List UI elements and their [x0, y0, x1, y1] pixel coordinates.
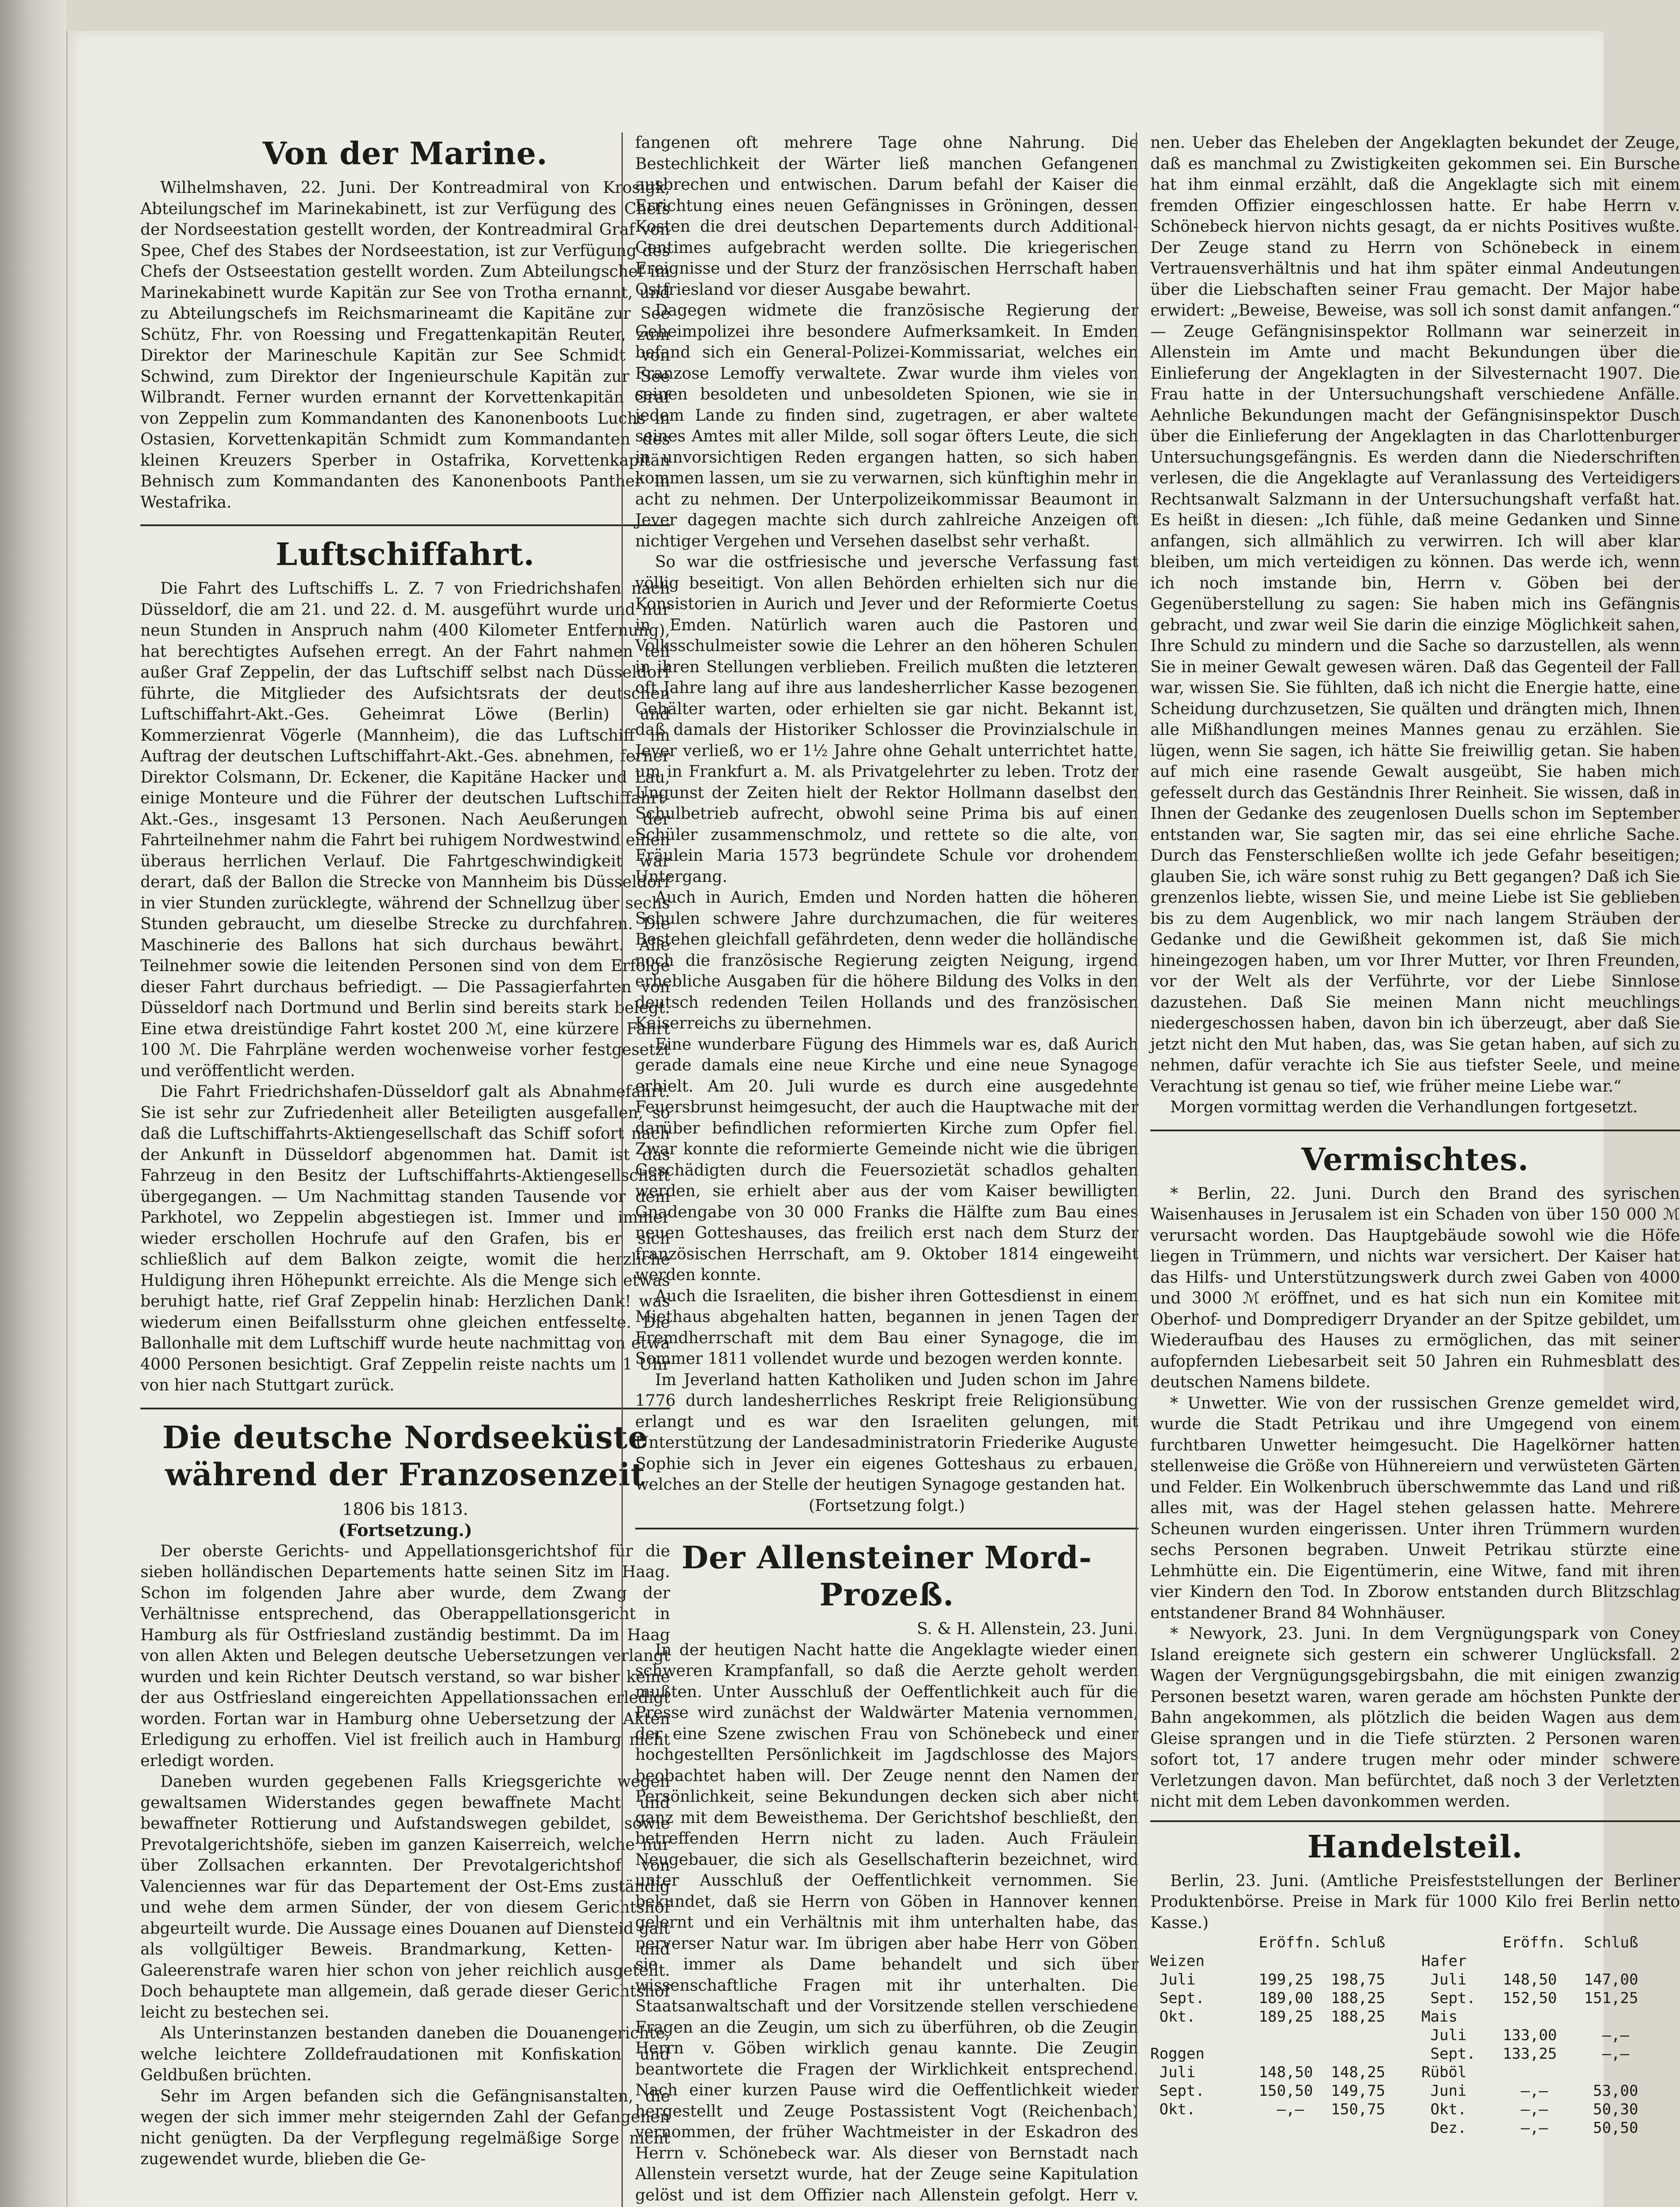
- column-3: [1136, 132, 1680, 2137]
- mordprozess-dateline: S. & H. Allenstein, 23. Juni.: [917, 1620, 1138, 1638]
- article-nordsee-p4: Sehr im Argen befanden sich die Gefängnisanstalten, die wegen der sich immer mehr steigernden Zahl der Gefangenen nicht genügten. Da der Verpflegung regelmäßige Sorge nicht zugewendet wurde, blieben die Ge-: [140, 2087, 670, 2168]
- heading-marine: Von der Marine.: [263, 135, 548, 172]
- column-2: [622, 132, 1138, 2207]
- divider: [635, 1528, 1138, 1529]
- article-vermischtes-unwetter: * Unwetter. Wie von der russischen Grenze gemeldet wird, wurde die Stadt Petrikau und ihre Umgegend von einem furchtbaren Unwetter heimgesucht. Die Hagelkörner hatten stellenweise die Größe von Hühnereiern und verwüsteten Gärten und Felder. Ein Wolkenbruch überschwemmte das Land und riß alles mit, was der Hagel stehen gelassen hatte. Mehrere Scheunen wurden eingerissen. Unter ihren Trümmern wurden sechs Personen begraben. Unweit Petrikau stürzte eine Lehmhütte ein. Die Eigentümerin, eine Witwe, fand mit ihren vier Kindern den Tod. In Zborow entstanden durch Blitzschlag entstandener Brand 84 Wohnhäuser.: [1150, 1394, 1680, 1622]
- heading-mordprozess: Der Allensteiner Mord-Prozeß.: [681, 1539, 1092, 1613]
- divider: [1150, 1130, 1680, 1131]
- handelsteil-intro: Berlin, 23. Juni. (Amtliche Preisfeststellungen der Berliner Produktenbörse. Preise in Mark für 1000 Kilo frei Berlin netto Kasse.): [1150, 1872, 1680, 1932]
- article-vermischtes-berlin: * Berlin, 22. Juni. Durch den Brand des syrischen Waisenhauses in Jerusalem ist ein Schaden von über 150 000 ℳ verursacht worden. Das Hauptgebäude sowohl wie die Höfe liegen in Trümmern, und nichts war versichert. Der Kaiser hat das Hilfs- und Unterstützungswerk durch zwei Gaben von 4000 und 3000 ℳ eröffnet, und es hat sich nun ein Komitee mit Oberhof- und Dompredigerr Dryander an der Spitze gebildet, um Wiederaufbau des Hauses zu ermöglichen, das mit seiner aufopfernden Liebesarbeit seit 50 Jahren ein Ruhmesblatt des deutschen Namens bildete.: [1150, 1184, 1680, 1391]
- article-nordsee-p8: Auch in Aurich, Emden und Norden hatten die höheren Schulen schwere Jahre durchzumachen, die für weiteres Bestehen gleichfall gefährdeten, denn weder die holländische noch die französische Regierung zeigten Neigung, irgend erhebliche Ausgaben für die höhere Bildung des Volks in den deutsch redenden Teilen Hollands und des französischen Kaiserreichs zu übernehmen.: [635, 889, 1138, 1032]
- article-mordprozess-p2: nen. Ueber das Eheleben der Angeklagten bekundet der Zeuge, daß es manchmal zu Zwistigkeiten gekommen sei. Ein Bursche hat ihm einmal erzählt, daß die Angeklagte sich mit einem fremden Offizier eingeschlossen hatte. Er habe Herrn v. Schönebeck hiervon nichts gesagt, da er nichts Positives wußte. Der Zeuge stand zu Herrn von Schönebeck in einem Vertrauensverhältnis und hat ihm später einmal Andeutungen über die Liebschaften seiner Frau gemacht. Der Major habe erwidert: „Beweise, Beweise, was soll ich sonst damit anfangen.“ — Zeuge Gefängnisinspektor Rollmann war seinerzeit in Allenstein im Amte und macht Bekundungen über die Einlieferung der Angeklagten in der Silvesternacht 1907. Die Frau hatte in der Untersuchungshaft verschiedene Anfälle. Aehnliche Bekundungen macht der Gefängnisinspektor Dusch über die Einlieferung der Angeklagten in das Charlottenburger Untersuchungsgefängnis. Es werden dann die Niederschriften verlesen, die die Angeklagte auf Veranlassung des Verteidigers Rechtsanwalt Salzmann in der Untersuchungshaft verfaßt hat. Es heißt in diesen: „Ich fühle, daß meine Gedanken und Sinne anfangen, sich allmählich zu verwirren. Ich will aber klar bleiben, um mich verteidigen zu können. Das werde ich, wenn ich noch imstande bin, Herrn v. Göben bei der Gegenüberstellung zu sagen: Sie haben mich ins Gefängnis gebracht, und zwar weil Sie darin die einzige Möglichkeit sahen, Ihre Schuld zu mindern und die Sache so darzustellen, als wenn Sie in meiner Gewalt gewesen wären. Daß das Gegenteil der Fall war, wissen Sie. Sie fühlten, daß ich nicht die Energie hatte, eine Scheidung durchzusetzen, Sie quälten und drängten mich, Ihnen alle Mißhandlungen meines Mannes genau zu erzählen. Sie lügen, wenn Sie sagen, ich hätte Sie freiwillig getan. Sie haben auf mich eine rasende Gewalt ausgeübt, Sie haben mich gefesselt durch das Geständnis Ihrer Reinheit. Sie wissen, daß in Ihnen der Gedanke des zeugenlosen Duells schon im September entstanden war, Sie sagten mir, das sei eine ehrliche Sache. Durch das Fensterschließen wollte ich jede Gefahr beseitigen; glauben Sie, ich wäre sonst ruhig zu Bett gegangen? Daß ich Sie grenzenlos liebte, wissen Sie, und meine Liebe ist Sie geblieben bis zu dem Augenblick, wo mir nach langem Sträuben der Gedanke und die Gewißheit gekommen ist, daß Sie mich hineingezogen haben, um vor Ihrer Mutter, vor Ihren Freunden, vor der Welt als der Verführte, vor der Liebe Sinnlose dazustehen. Daß Sie meinen Mann nicht meuchlings niedergeschossen haben, davon bin ich überzeugt, aber daß Sie jetzt nicht den Mut haben, das, was Sie getan haben, auf sich zu nehmen, dafür verachte ich Sie aus tiefster Seele, und meine Verachtung ist genau so tief, wie früher meine Liebe war.“: [1150, 134, 1680, 1096]
- heading-nordsee-1: Die deutsche Nordseeküste: [162, 1419, 648, 1456]
- article-luftschiff-p2: Die Fahrt Friedrichshafen-Düsseldorf galt als Abnahmefahrt. Sie ist sehr zur Zufriedenheit aller Beteiligten ausgefallen, so daß die Luftschiffahrts-Aktiengesellschaft das Schiff sofort nach der Ankunft in Düsseldorf abgenommen hat. Damit ist das Fahrzeug in den Besitz der Luftschiffahrts-Aktiengesellschaft übergegangen. — Um Nachmittag standen Tausende vor dem Parkhotel, wo Zeppelin abgestiegen ist. Immer und immer wieder erschollen Hochrufe auf den Grafen, bis er sich schließlich auf dem Balkon zeigte, womit die herzliche Huldigung ihren Höhepunkt erreichte. Als die Menge sich etwas beruhigt hatte, rief Graf Zeppelin hinab: Herzlichen Dank! was wiederum einen Beifallssturm ohne gleichen entfesselte. Die Ballonhalle mit dem Luftschiff wurde heute nachmittag von etwa 4000 Personen besichtigt. Graf Zeppelin reiste nachts um 1 Uhr von hier nach Stuttgart zurück.: [140, 1083, 670, 1394]
- article-mordprozess-p3: Morgen vormittag werden die Verhandlungen fortgesetzt.: [1170, 1098, 1638, 1116]
- book-spine: [0, 0, 66, 2207]
- heading-nordsee-2: während der Franzosenzeit: [165, 1456, 645, 1493]
- heading-vermischtes: Vermischtes.: [1301, 1141, 1529, 1178]
- market-price-table: Eröffn. Schluß Eröffn. Schluß Weizen Hafer Juli 199,25 198,75 Juli 148,50 147,00 Sept. 189,00 188,25 Sept. 152,50 151,25 Okt. 189,25 188,25 Mais Juli 133,00 —,— Roggen Sept. 133,25 —,— Juli 148,50 148,25 Rüböl Sept. 150,50 149,75 Juni —,— 53,00 Okt. —,— 150,75 Okt. —,— 50,30 Dez. —,— 50,50: [1150, 1934, 1639, 2137]
- article-nordsee-p5: fangenen oft mehrere Tage ohne Nahrung. Die Bestechlichkeit der Wärter ließ manchen Gefangenen ausbrechen und entwischen. Darum befahl der Kaiser die Errichtung eines neuen Gefängnisses in Gröningen, dessen Kosten die drei deutschen Departements durch Additional-Centimes aufgebracht werden sollte. Die kriegerischen Ereignisse und der Sturz der französischen Herrschaft haben Ostfriesland vor dieser Ausgabe bewahrt.: [635, 134, 1138, 299]
- article-nordsee-p2: Daneben wurden gegebenen Falls Kriegsgerichte wegen gewaltsamen Widerstandes gegen bewaffnete Macht und bewaffneter Rottierung und Aufstandswegen gebildet, sowie Prevotalgerichtshöfe, sieben im ganzen Kaiserreich, welche nur über Zollsachen erkannten. Der Prevotalgerichtshof von Valenciennes war für das Departement der Ost-Ems zuständig und wehe dem armen Sünder, der von diesem Gerichtshof abgeurteilt wurde. Die Aussage eines Douanen auf Diensteid galt als vollgültiger Beweis. Brandmarkung, Ketten- und Galeerenstrafe waren hier schon von jeher reichlich ausgeteilt. Doch behauptete man allgemein, daß gerade dieser Gerichtshof leicht zu bestechen sei.: [140, 1773, 670, 2022]
- article-nordsee-p3: Als Unterinstanzen bestanden daneben die Douanengerichte, welche leichtere Zolldefraudationen mit Konfiskation und Geldbußen brüchten.: [140, 2024, 670, 2084]
- article-mordprozess-p1: In der heutigen Nacht hatte die Angeklagte wieder einen schweren Krampfanfall, so daß die Aerzte geholt werden mußten. Unter Ausschluß der Oeffentlichkeit auch für die Presse wird zunächst der Waldwärter Matenia vernommen, der eine Szene zwischen Frau von Schönebeck und einer hochgestellten Persönlichkeit im Jagdschlosse des Majors beobachtet haben will. Der Zeuge nennt den Namen der Persönlichkeit, seine Bekundungen decken sich aber nicht ganz mit dem Beweisthema. Der Gerichtshof beschließt, den betreffenden Herrn nicht zu laden. Auch Fräulein Neugebauer, die sich als Gesellschafterin bezeichnet, wird unter Ausschluß der Oeffentlichkeit vernommen. Sie bekundet, daß sie Herrn von Göben in Hannover kennen gelernt und ein Verhältnis mit ihm unterhalten habe, das perverser Natur war. Im übrigen aber habe Herr von Göben sie immer als Dame behandelt und sich über wissenschaftliche Fragen mit ihr unterhalten. Die Staatsanwaltschaft und der Vorsitzende stellen verschiedene Fragen an die Zeugin, um sich zu überführen, ob die Zeugin Herrn v. Göben wirklich genau kannte. Die Zeugin beantwortete die Fragen der Wirklichkeit entsprechend. Nach einer kurzen Pause wird die Oeffentlichkeit wieder hergestellt und Zeuge Postassistent Vogt (Reichenbach) vernommen, der früher Wachtmeister in der Eskadron des Herrn v. Schönebeck war. Als dieser von Bernstadt nach Allenstein versetzt wurde, hat der Zeuge seine Kapitulation gelöst und ist dem Offizier nach Allenstein gefolgt. Herr v.: [635, 1641, 1138, 2204]
- nordsee-years: 1806 bis 1813.: [342, 1499, 468, 1519]
- article-nordsee-p7: So war die ostfriesische und jeversche Verfassung fast völlig beseitigt. Von allen Behörden erhielten sich nur die Konsistorien in Aurich und Jever und der Reformierte Coetus in Emden. Natürlich waren auch die Pastoren und Volksschulmeister sowie die Lehrer an den höheren Schulen in ihren Stellungen verblieben. Freilich mußten die letzteren oft Jahre lang auf ihre aus landesherrlicher Kasse bezogenen Gehälter warten, oder erhielten sie gar nicht. Bekannt ist, daß damals der Historiker Schlosser die Provinzialschule in Jever verließ, wo er 1½ Jahre ohne Gehalt unterrichtet hatte, um in Frankfurt a. M. als Privatgelehrter zu leben. Trotz der Ungunst der Zeiten hielt der Rektor Hollmann daselbst den Schulbetrieb aufrecht, obwohl seine Prima bis auf einen Schüler zusammenschmolz, und rettete so die alte, von Fräulein Maria 1573 begründete Schule vor drohendem Untergang.: [635, 553, 1138, 886]
- article-nordsee-p6: Dagegen widmete die französische Regierung der Geheimpolizei ihre besondere Aufmerksamkeit. In Emden befand sich ein General-Polizei-Kommissariat, welches ein Franzose Lemoffy verwaltete. Zwar wurde ihm vieles von seinen besoldeten und unbesoldeten Spionen, wie sie in jedem Lande zu finden sind, zugetragen, er aber waltete seines Amtes mit aller Milde, soll sogar öfters Leute, die sich in unvorsichtigen Reden ergangen hatten, so sich haben kommen lassen, um sie zu verwarnen, sich künftighin mehr in acht zu nehmen. Der Unterpolizeikommissar Beaumont in Jever dagegen machte sich durch zahlreiche Anzeigen oft nichtiger Vergehen und Versehen daselbst sehr verhaßt.: [635, 301, 1138, 550]
- article-marine: Wilhelmshaven, 22. Juni. Der Kontreadmiral von Krosigk, Abteilungschef im Marinekabinett, ist zur Verfügung des Chefs der Nordseestation gestellt worden, der Kontreadmiral Graf von Spee, Chef des Stabes der Nordseestation, ist zur Verfügung des Chefs der Ostseestation gestellt worden. Zum Abteilungschef im Marinekabinett wurde Kapitän zur See von Trotha ernannt, und zu Abteilungschefs im Reichsmarineamt die Kapitäne zur See Schütz, Fhr. von Roessing und Fregattenkapitän Reuter, zum Direktor der Marineschule Kapitän zur See Schmidt von Schwind, zum Direktor der Ingenieurschule Kapitän zur See Wilbrandt. Ferner wurden ernannt der Korvettenkapitän Graf von Zeppelin zum Kommandanten des Kanonenboots Luchs in Ostasien, Korvettenkapitän Schmidt zum Kommandanten des kleinen Kreuzers Sperber in Ostafrika, Korvettenkapitän Behnisch zum Kommandanten des Kanonenboots Panther in Westafrika.: [140, 179, 670, 512]
- heading-handelsteil: Handelsteil.: [1307, 1828, 1523, 1865]
- article-luftschiff-p1: Die Fahrt des Luftschiffs L. Z. 7 von Friedrichshafen nach Düsseldorf, die am 21. und 22. d. M. ausgeführt wurde und nur neun Stunden in Anspruch nahm (400 Kilometer Entfernung), hat berechtigtes Aufsehen erregt. An der Fahrt nahmen teil außer Graf Zeppelin, der das Luftschiff selbst nach Düsseldorf führte, die Mitglieder des Aufsichtsrats der deutschen Luftschiffahrt-Akt.-Ges. Geheimrat Löwe (Berlin) und Kommerzienrat Vögerle (Mannheim), die das Luftschiff im Auftrag der deutschen Luftschiffahrt-Akt.-Ges. abnehmen, ferner Direktor Colsmann, Dr. Eckener, die Kapitäne Hacker und Lau, einige Monteure und die Führer der deutschen Luftschiffahrt-Akt.-Ges., insgesamt 13 Personen. Nach Aeußerungen der Fahrteilnehmer nahm die Fahrt bei ruhigem Nordwestwind einen überaus herrlichen Verlauf. Die Fahrtgeschwindigkeit war derart, daß der Ballon die Strecke von Mannheim bis Düsseldorf in vier Stunden zurücklegte, während der Schnellzug über sechs Stunden gebraucht, um dieselbe Strecke zu durchfahren. Die Maschinerie des Ballons hat sich durchaus bewährt. Alle Teilnehmer sowie die leitenden Personen sind von dem Erfolge dieser Fahrt durchaus befriedigt. — Die Passagierfahrten von Düsseldorf nach Dortmund und Berlin sind bereits stark belegt. Eine etwa dreistündige Fahrt kostet 200 ℳ, eine kürzere Fahrt 100 ℳ. Die Fahrpläne werden wochenweise vorher festgesetzt und veröffentlicht werden.: [140, 580, 670, 1080]
- continuation-note: (Fortsetzung folgt.): [809, 1496, 965, 1515]
- nordsee-continuation: (Fortsetzung.): [338, 1520, 472, 1540]
- article-nordsee-p9: Eine wunderbare Fügung des Himmels war es, daß Aurich gerade damals eine neue Kirche und eine neue Synagoge erhielt. Am 20. Juli wurde es durch eine ausgedehnte Feuersbrunst heimgesucht, der auch die Hauptwache mit der darüber befindlichen reformierten Kirche zum Opfer fiel. Zwar konnte die reformierte Gemeinde nicht wie die übrigen Geschädigten durch die Feuersozietät schadlos gehalten werden, sie erhielt aber aus der vom Kaiser bewilligten Gnadengabe von 30 000 Franks die Hälfte zum Bau eines neuen Gotteshauses, das freilich erst nach dem Sturz der französischen Herrschaft, am 9. Oktober 1814 eingeweiht werden konnte.: [635, 1035, 1138, 1284]
- heading-luftschiffahrt: Luftschiffahrt.: [275, 536, 535, 572]
- divider: [140, 524, 670, 526]
- divider: [1150, 1820, 1680, 1822]
- article-nordsee-p11: Im Jeverland hatten Katholiken und Juden schon im Jahre 1776 durch landesherrliches Reskript freie Religionsübung erlangt und es war den Israeliten gelungen, mit Unterstützung der Landesadministratorin Friederike Auguste Sophie sich in Jever ein eigenes Gotteshaus zu erbauen, welches an der Stelle der heutigen Synagoge gestanden hat.: [635, 1371, 1138, 1494]
- column-1: [140, 132, 670, 2170]
- article-vermischtes-newyork: * Newyork, 23. Juni. In dem Vergnügungspark von Coney Island ereignete sich gestern ein schwerer Unglücksfall. 2 Wagen der Vergnügungsgebirgsbahn, die mit einigen zwanzig Personen besetzt waren, waren gerade am höchsten Punkte der Bahn angekommen, als plötzlich die beiden Wagen aus dem Gleise sprangen und in die Tiefe stürzten. 2 Personen waren sofort tot, 17 andere trugen mehr oder minder schwere Verletzungen davon. Man befürchtet, daß noch 3 der Verletzten nicht mit dem Leben davonkommen werden.: [1150, 1625, 1680, 1811]
- newspaper-page: [66, 31, 1680, 2207]
- article-nordsee-p10: Auch die Israeliten, die bisher ihren Gottesdienst in einem Miethaus abgehalten hatten, begannen in jenen Tagen der Fremdherrschaft mit dem Bau einer Synagoge, die im Sommer 1811 vollendet wurde und bezogen werden konnte.: [635, 1287, 1138, 1368]
- divider: [140, 1408, 670, 1409]
- article-nordsee-p1: Der oberste Gerichts- und Appellationsgerichtshof für die sieben holländischen Departements hatte seinen Sitz im Haag. Schon im folgenden Jahre aber wurde, dem Zwang der Verhältnisse entsprechend, das Oberappellationsgericht in Hamburg als für Ostfriesland zuständig bestimmt. Da im Haag von allen Akten und Belegen deutsche Uebersetzungen verlangt wurden und kein Richter Deutsch verstand, so war bisher keine der aus Ostfriesland eingereichten Appellationssachen erledigt worden. Fortan war in Hamburg ohne Uebersetzung der Akten Erledigung zu erhoffen. Viel ist freilich auch in Hamburg nicht erledigt worden.: [140, 1542, 670, 1770]
